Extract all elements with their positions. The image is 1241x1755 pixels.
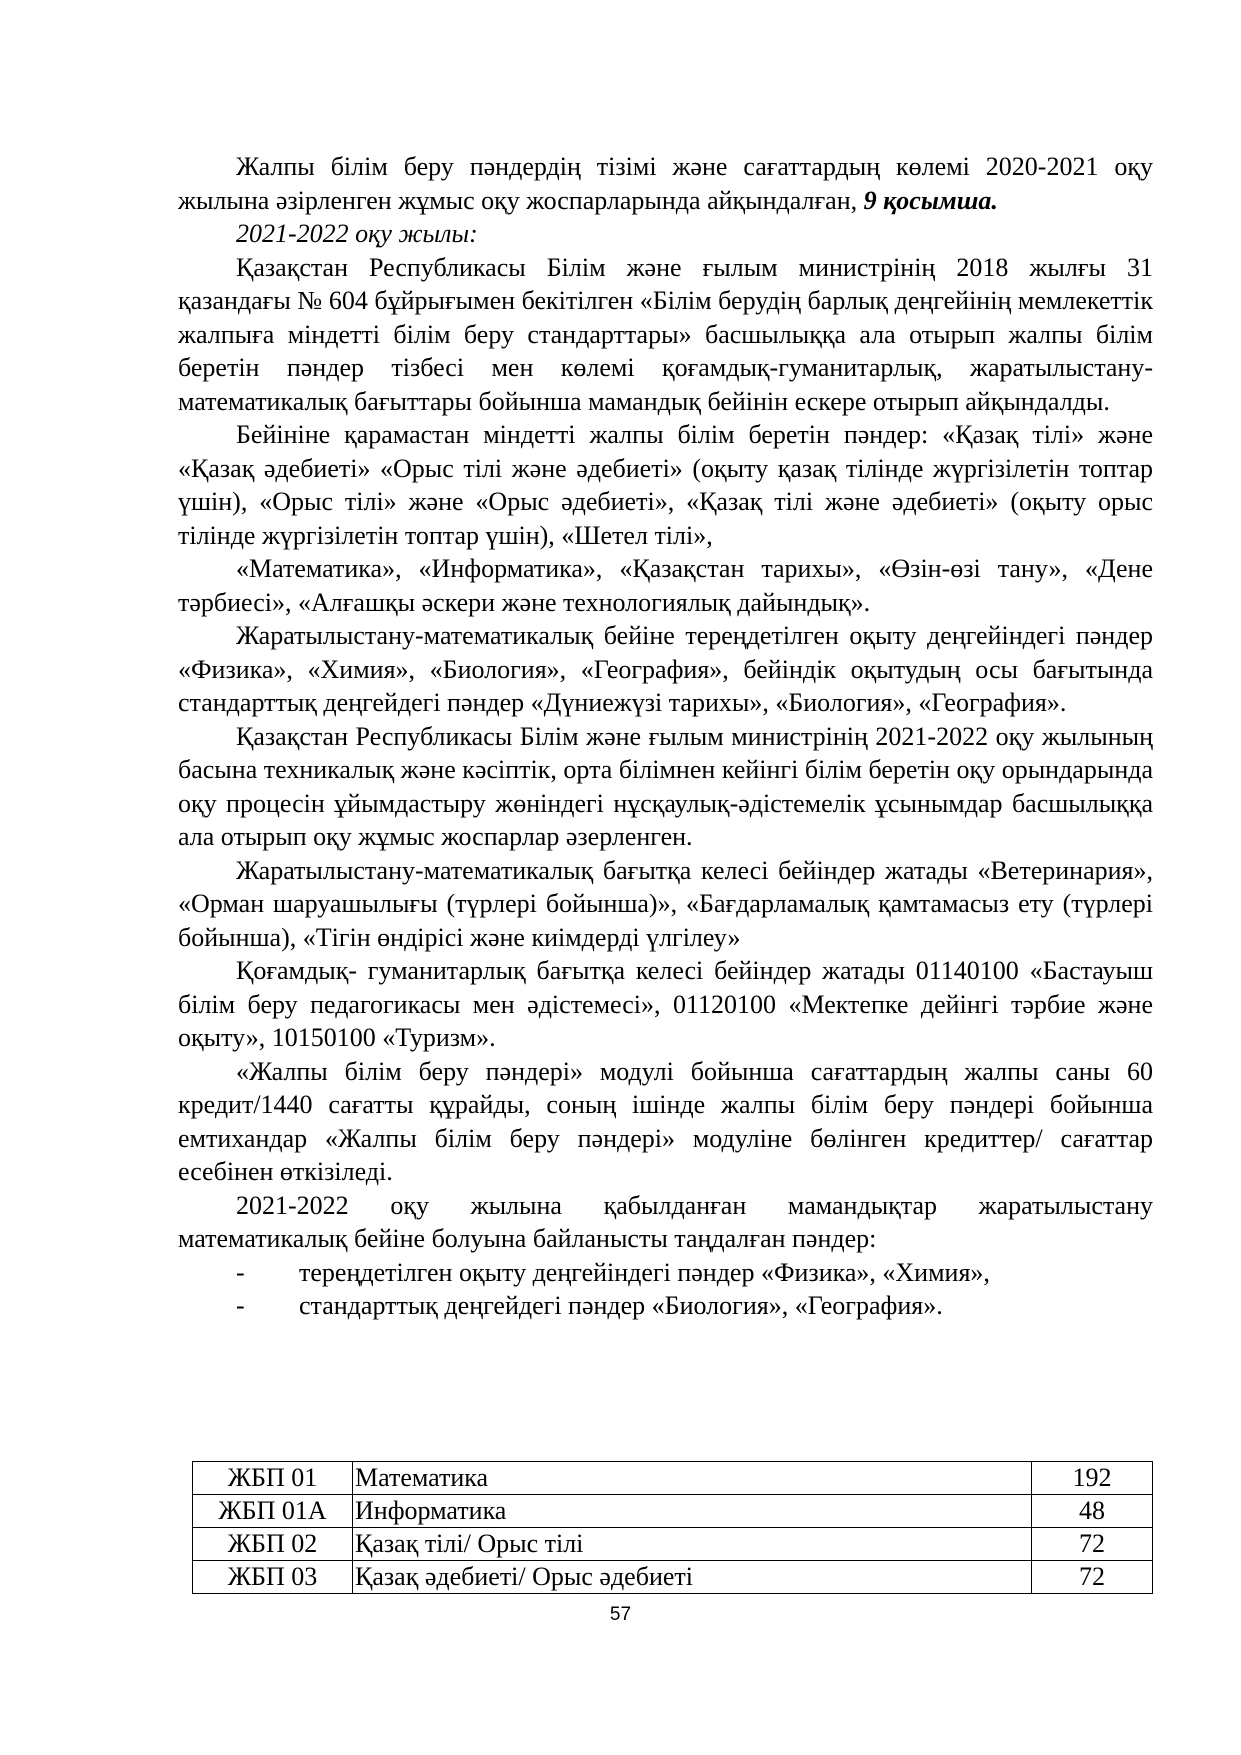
paragraph-7: Қазақстан Республикасы Білім және ғылым министрінің 2021-2022 оқу жылының басына техникалық және кәсіптік, орта білімнен кейінгі білім беретін оқу орындарында оқу процесін ұйымдастыру жөніндегі нұсқаулық-әдістемелік ұсынымдар басшылыққа ала отырып оқу жұмыс жоспарлар әзерленген. [178,721,1153,851]
table-row [193,1528,1153,1561]
table-row [193,1561,1153,1594]
paragraph-11: 2021-2022 оқу жылына қабылданған мамандықтар жаратылыстану математикалық бейіне болуына байланысты таңдалған пәндер: [178,1190,1153,1253]
paragraph-9: Қоғамдық- гуманитарлық бағытқа келесі бейіндер жатады 01140100 «Бастауыш білім беру педагогикасы мен әдістемесі», 01120100 «Мектепке дейінгі тәрбие және оқыту», 10150100 «Туризм». [178,956,1153,1052]
paragraph-3: Қазақстан Республикасы Білім және ғылым министрінің 2018 жылғы 31 қазандағы № 604 бұйрығымен бекітілген «Білім берудің барлық деңгейінің мемлекеттік жалпыға міндетті білім беру стандарттары» басшылыққа ала отырып жалпы білім беретін пәндер тізбесі мен көлемі қоғамдық-гуманитарлық, жаратылыстану-математикалық бағыттары бойынша мамандық бейінін ескере отырып айқындалды. [178,252,1153,416]
subjects-hours-table [192,1461,1153,1594]
subject-code-cell: ЖБП 01А [193,1495,353,1528]
paragraph-8: Жаратылыстану-математикалық бағытқа келесі бейіндер жатады «Ветеринария», «Орман шаруашылығы (түрлері бойынша)», «Бағдарламалық қамтамасыз ету (түрлері бойынша), «Тігін өндірісі және киімдерді үлгілеу» [178,855,1153,952]
page-number: 57 [609,1604,632,1625]
table-row [193,1462,1153,1495]
subject-name-cell: Қазақ тілі/ Орыс тілі [353,1528,1032,1561]
paragraph-10: «Жалпы білім беру пәндері» модулі бойынша сағаттардың жалпы саны 60 кредит/1440 сағатты құрайды, соның ішінде жалпы білім беру пәндері бойынша емтихандар «Жалпы білім беру пәндері» модуліне бөлінген кредиттер/ сағаттар есебінен өткізіледі. [178,1056,1153,1186]
subject-hours-cell: 72 [1032,1561,1153,1594]
subject-name-cell: Математика [353,1462,1032,1495]
subject-hours-cell: 48 [1032,1495,1153,1528]
list-item [178,1256,1153,1290]
subject-code-cell: ЖБП 01 [193,1462,353,1495]
list-item-text: тереңдетілген оқыту деңгейіндегі пәндер «Физика», «Химия», [299,1257,990,1287]
list-item-text: стандарттық деңгейдегі пәндер «Биология», «География». [299,1291,943,1320]
subject-hours-cell: 192 [1032,1462,1153,1495]
paragraph-1 [178,150,1153,217]
table-row [193,1495,1153,1528]
appendix-reference: 9 қосымша. [863,185,998,215]
subject-code-cell: ЖБП 03 [193,1561,353,1594]
list-dash: - [236,1291,245,1320]
paragraph-6: Жаратылыстану-математикалық бейіне тереңдетілген оқыту деңгейіндегі пәндер «Физика», «Химия», «Биология», «География», бейіндік оқытудың осы бағытында стандарттық деңгейдегі пәндер «Дүниежүзі тарихы», «Биология», «География». [178,621,1153,717]
subject-name-cell: Қазақ әдебиеті/ Орыс әдебиеті [353,1561,1032,1594]
subject-name-cell: Информатика [353,1495,1032,1528]
body-text [178,150,1153,1323]
list-dash: - [236,1257,245,1287]
subject-hours-cell: 72 [1032,1528,1153,1561]
academic-year-heading: 2021-2022 оқу жылы: [236,219,478,248]
list-item [178,1289,1153,1323]
paragraph-1-text: Жалпы білім беру пәндердің тізімі және сағаттардың көлемі 2020-2021 оқу жылына әзірленген жұмыс оқу жоспарларында айқындалған, [178,152,1153,215]
paragraph-4: Бейініне қарамастан міндетті жалпы білім беретін пәндер: «Қазақ тілі» және «Қазақ әдебиеті» «Орыс тілі және әдебиеті» (оқыту қазақ тілінде жүргізілетін топтар үшін), «Орыс тілі» және «Орыс әдебиеті», «Қазақ тілі және әдебиеті» (оқыту орыс тілінде жүргізілетін топтар үшін), «Шетел тілі», [178,420,1153,550]
subject-code-cell: ЖБП 02 [193,1528,353,1561]
paragraph-5: «Математика», «Информатика», «Қазақстан тарихы», «Өзін-өзі тану», «Дене тәрбиесі», «Алғашқы әскери және технологиялық дайындық». [178,554,1153,617]
